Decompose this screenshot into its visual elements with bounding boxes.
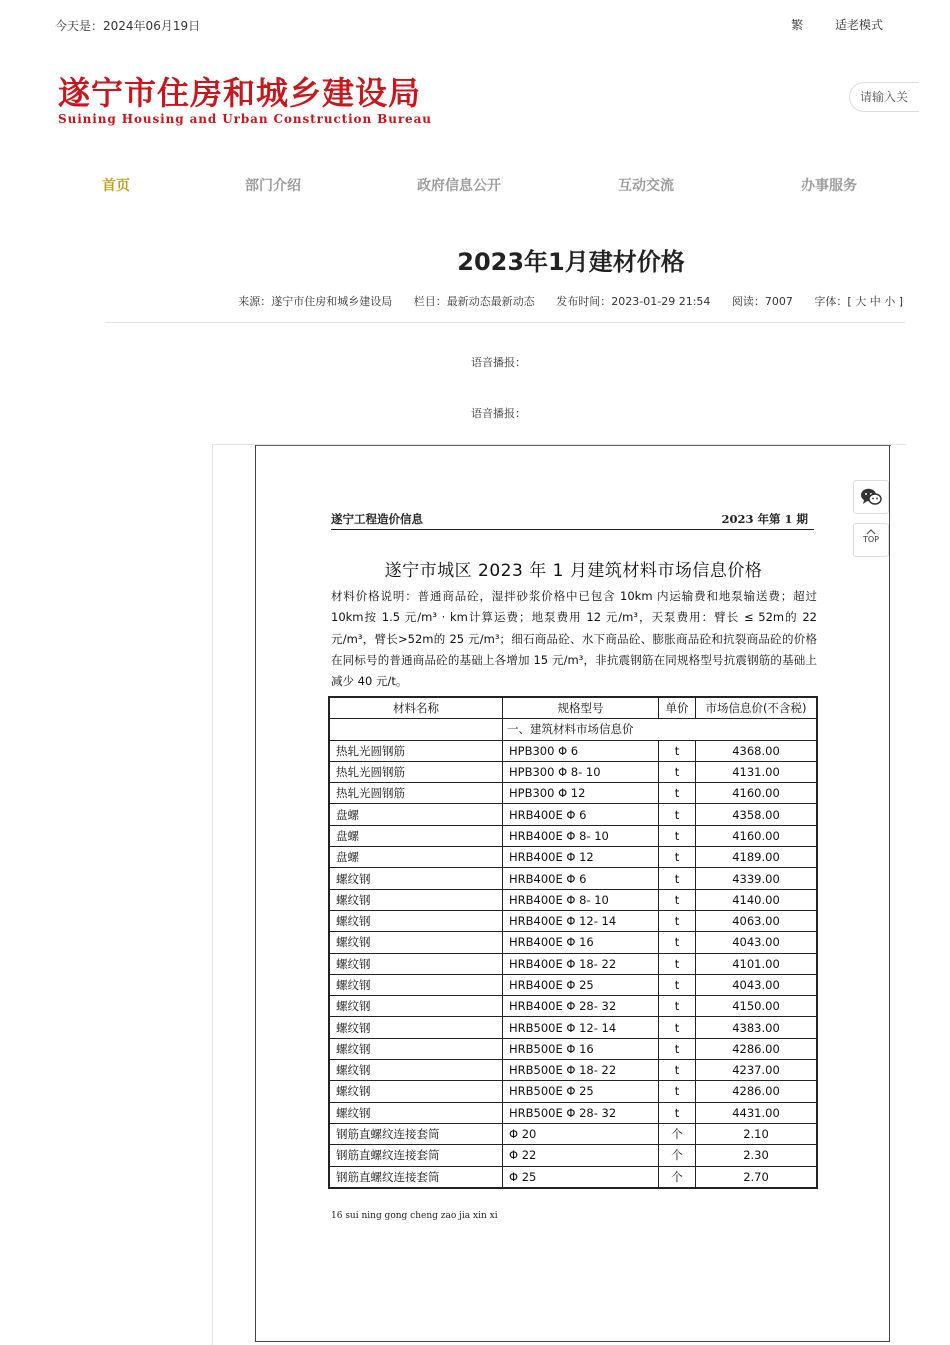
table-row — [329, 932, 817, 953]
table-row — [329, 1038, 817, 1059]
wechat-icon — [860, 487, 882, 507]
cell-market-price: 4286.00 — [696, 1038, 818, 1059]
cell-unit: t — [659, 1038, 696, 1059]
logo-chinese-name: 遂宁市住房和城乡建设局 — [58, 74, 422, 112]
font-size-medium[interactable]: 中 — [869, 295, 881, 308]
site-logo[interactable] — [58, 74, 432, 126]
cell-unit: 个 — [659, 1145, 696, 1166]
price-table — [328, 696, 818, 1189]
cell-unit: 个 — [659, 1123, 696, 1144]
col-market-price: 市场信息价(不含税) — [696, 697, 818, 719]
cell-spec: HRB400E Φ 8- 10 — [503, 889, 659, 910]
table-row — [329, 889, 817, 910]
table-row — [329, 1017, 817, 1038]
cell-unit: t — [659, 740, 696, 761]
cell-unit: t — [659, 804, 696, 825]
table-row — [329, 783, 817, 804]
table-row — [329, 1123, 817, 1144]
logo-english-name: Suining Housing and Urban Construction Bureau — [58, 112, 432, 126]
top-bar — [0, 0, 950, 50]
cell-market-price: 4160.00 — [696, 825, 818, 846]
font-size-small[interactable]: 小 — [884, 295, 896, 308]
document-description: 材料价格说明：普通商品砼，湿拌砂浆价格中已包含 10km 内运输费和地泵输送费；超过 10km按 1.5 元/m³ · km计算运费；地泵费用 12 元/m³，天泵费用：臂长 ≤ 52m的 22 元/m³，臂长>52m的 25 元/m³；细石商品砼、水下商品砼、膨胀商品砼和抗裂商品砼的价格在同标号的普通商品砼的基础上各增加 15 元/m³，非抗震钢筋在同规格型号抗震钢筋的基础上减少 40 元/t。 — [331, 589, 817, 689]
cell-spec: HRB400E Φ 6 — [503, 868, 659, 889]
cell-material-name: 热轧光圆钢筋 — [329, 761, 503, 782]
col-spec: 规格型号 — [503, 697, 659, 719]
article-meta — [220, 293, 903, 309]
cell-material-name: 螺纹钢 — [329, 1060, 503, 1081]
cell-unit: t — [659, 1102, 696, 1123]
cell-unit: t — [659, 1060, 696, 1081]
cell-spec: HRB400E Φ 18- 22 — [503, 953, 659, 974]
cell-spec: HRB400E Φ 28- 32 — [503, 996, 659, 1017]
cell-material-name: 螺纹钢 — [329, 1102, 503, 1123]
cell-spec: HRB400E Φ 6 — [503, 804, 659, 825]
cell-market-price: 2.70 — [696, 1166, 818, 1188]
table-row — [329, 996, 817, 1017]
cell-spec: HRB500E Φ 25 — [503, 1081, 659, 1102]
cell-market-price: 4150.00 — [696, 996, 818, 1017]
cell-market-price: 4101.00 — [696, 953, 818, 974]
cell-market-price: 4358.00 — [696, 804, 818, 825]
cell-material-name: 盘螺 — [329, 804, 503, 825]
cell-unit: t — [659, 847, 696, 868]
cell-unit: t — [659, 996, 696, 1017]
top-links — [763, 16, 883, 33]
search-input[interactable]: 请输入关 — [849, 82, 919, 112]
cell-market-price: 4140.00 — [696, 889, 818, 910]
document-page — [255, 445, 890, 1342]
table-row — [329, 1166, 817, 1188]
cell-spec: HPB300 Φ 12 — [503, 783, 659, 804]
cell-spec: Φ 22 — [503, 1145, 659, 1166]
document-header — [331, 511, 814, 530]
cell-market-price: 4368.00 — [696, 740, 818, 761]
cell-material-name: 钢筋直螺纹连接套筒 — [329, 1123, 503, 1144]
wechat-share-button[interactable] — [853, 480, 889, 514]
cell-spec: Φ 20 — [503, 1123, 659, 1144]
nav-item-gov-info[interactable]: 政府信息公开 — [417, 178, 501, 194]
table-row — [329, 910, 817, 931]
col-material-name: 材料名称 — [329, 697, 503, 719]
cell-unit: t — [659, 783, 696, 804]
table-row — [329, 1145, 817, 1166]
nav-item-interaction[interactable]: 互动交流 — [618, 178, 674, 194]
cell-unit: t — [659, 868, 696, 889]
cell-market-price: 2.10 — [696, 1123, 818, 1144]
cell-unit: t — [659, 953, 696, 974]
table-row — [329, 1060, 817, 1081]
section-empty-cell — [329, 719, 503, 740]
voice-broadcast-label-2[interactable]: 语音播报： — [471, 407, 526, 420]
page-top-edge — [256, 445, 891, 446]
col-unit: 单价 — [659, 697, 696, 719]
cell-market-price: 4286.00 — [696, 1081, 818, 1102]
cell-material-name: 螺纹钢 — [329, 889, 503, 910]
cell-spec: HRB400E Φ 8- 10 — [503, 825, 659, 846]
cell-unit: t — [659, 889, 696, 910]
price-table-header — [329, 697, 817, 719]
cell-unit: t — [659, 1017, 696, 1038]
cell-market-price: 4063.00 — [696, 910, 818, 931]
main-nav — [0, 175, 950, 195]
cell-unit: t — [659, 825, 696, 846]
section-label: 一、建筑材料市场信息价 — [503, 719, 818, 740]
traditional-chinese-link[interactable]: 繁 — [791, 18, 804, 32]
cell-spec: HPB300 Φ 8- 10 — [503, 761, 659, 782]
cell-material-name: 钢筋直螺纹连接套筒 — [329, 1145, 503, 1166]
article-title: 2023年1月建材价格 — [457, 248, 685, 276]
cell-unit: 个 — [659, 1166, 696, 1188]
cell-market-price: 4160.00 — [696, 783, 818, 804]
back-to-top-button[interactable] — [853, 523, 889, 557]
table-row — [329, 953, 817, 974]
table-row — [329, 1081, 817, 1102]
section-row — [329, 719, 817, 740]
cell-unit: t — [659, 932, 696, 953]
cell-unit: t — [659, 1081, 696, 1102]
cell-unit: t — [659, 974, 696, 995]
meta-source: 来源：遂宁市住房和城乡建设局 — [238, 295, 393, 308]
font-size-switcher: 字体：[ 大 中 小 ] — [814, 295, 903, 308]
cell-market-price: 4189.00 — [696, 847, 818, 868]
cell-spec: HRB400E Φ 12- 14 — [503, 910, 659, 931]
cell-material-name: 螺纹钢 — [329, 996, 503, 1017]
table-row — [329, 761, 817, 782]
meta-divider — [105, 322, 905, 323]
voice-broadcast-label[interactable]: 语音播报： — [471, 356, 526, 369]
table-row — [329, 974, 817, 995]
nav-item-services[interactable]: 办事服务 — [801, 178, 857, 194]
cell-spec: HRB500E Φ 12- 14 — [503, 1017, 659, 1038]
document-footer: 16 sui ning gong cheng zao jia xin xi — [331, 1211, 498, 1221]
cell-material-name: 螺纹钢 — [329, 974, 503, 995]
cell-market-price: 4043.00 — [696, 974, 818, 995]
cell-spec: HRB500E Φ 16 — [503, 1038, 659, 1059]
cell-spec: HRB500E Φ 18- 22 — [503, 1060, 659, 1081]
table-row — [329, 868, 817, 889]
meta-column: 栏目：最新动态最新动态 — [413, 295, 535, 308]
cell-material-name: 螺纹钢 — [329, 1081, 503, 1102]
cell-market-price: 2.30 — [696, 1145, 818, 1166]
document-viewer — [212, 444, 906, 1345]
cell-market-price: 4431.00 — [696, 1102, 818, 1123]
cell-market-price: 4383.00 — [696, 1017, 818, 1038]
table-row — [329, 847, 817, 868]
cell-spec: HRB400E Φ 16 — [503, 932, 659, 953]
cell-spec: HPB300 Φ 6 — [503, 740, 659, 761]
font-size-large[interactable]: 大 — [855, 295, 867, 308]
nav-item-home[interactable]: 首页 — [102, 178, 130, 194]
cell-material-name: 螺纹钢 — [329, 910, 503, 931]
document-header-left: 遂宁工程造价信息 — [331, 512, 423, 526]
cell-spec: Φ 25 — [503, 1166, 659, 1188]
back-to-top-label: TOP — [862, 535, 879, 544]
cell-material-name: 螺纹钢 — [329, 953, 503, 974]
font-size-open-bracket: [ — [847, 295, 852, 308]
cell-material-name: 螺纹钢 — [329, 932, 503, 953]
cell-material-name: 钢筋直螺纹连接套筒 — [329, 1166, 503, 1188]
cell-material-name: 热轧光圆钢筋 — [329, 783, 503, 804]
cell-unit: t — [659, 910, 696, 931]
cell-material-name: 盘螺 — [329, 825, 503, 846]
cell-spec: HRB500E Φ 28- 32 — [503, 1102, 659, 1123]
elderly-mode-link[interactable]: 适老模式 — [834, 18, 883, 32]
table-row — [329, 825, 817, 846]
table-row — [329, 1102, 817, 1123]
cell-material-name: 热轧光圆钢筋 — [329, 740, 503, 761]
cell-material-name: 螺纹钢 — [329, 868, 503, 889]
current-date: 今天是：2024年06月19日 — [55, 19, 201, 33]
table-row — [329, 804, 817, 825]
cell-material-name: 螺纹钢 — [329, 1017, 503, 1038]
font-size-close-bracket: ] — [898, 295, 903, 308]
cell-market-price: 4237.00 — [696, 1060, 818, 1081]
cell-market-price: 4131.00 — [696, 761, 818, 782]
meta-published: 发布时间：2023-01-29 21:54 — [556, 295, 711, 308]
document-title: 遂宁市城区 2023 年 1 月建筑材料市场信息价格 — [384, 561, 763, 581]
meta-reads: 阅读：7007 — [731, 295, 793, 308]
document-header-right: 2023 年第 1 期 — [721, 512, 808, 526]
cell-spec: HRB400E Φ 12 — [503, 847, 659, 868]
nav-item-department[interactable]: 部门介绍 — [245, 178, 301, 194]
cell-spec: HRB400E Φ 25 — [503, 974, 659, 995]
cell-market-price: 4339.00 — [696, 868, 818, 889]
cell-unit: t — [659, 761, 696, 782]
table-row — [329, 740, 817, 761]
cell-material-name: 盘螺 — [329, 847, 503, 868]
cell-material-name: 螺纹钢 — [329, 1038, 503, 1059]
cell-market-price: 4043.00 — [696, 932, 818, 953]
